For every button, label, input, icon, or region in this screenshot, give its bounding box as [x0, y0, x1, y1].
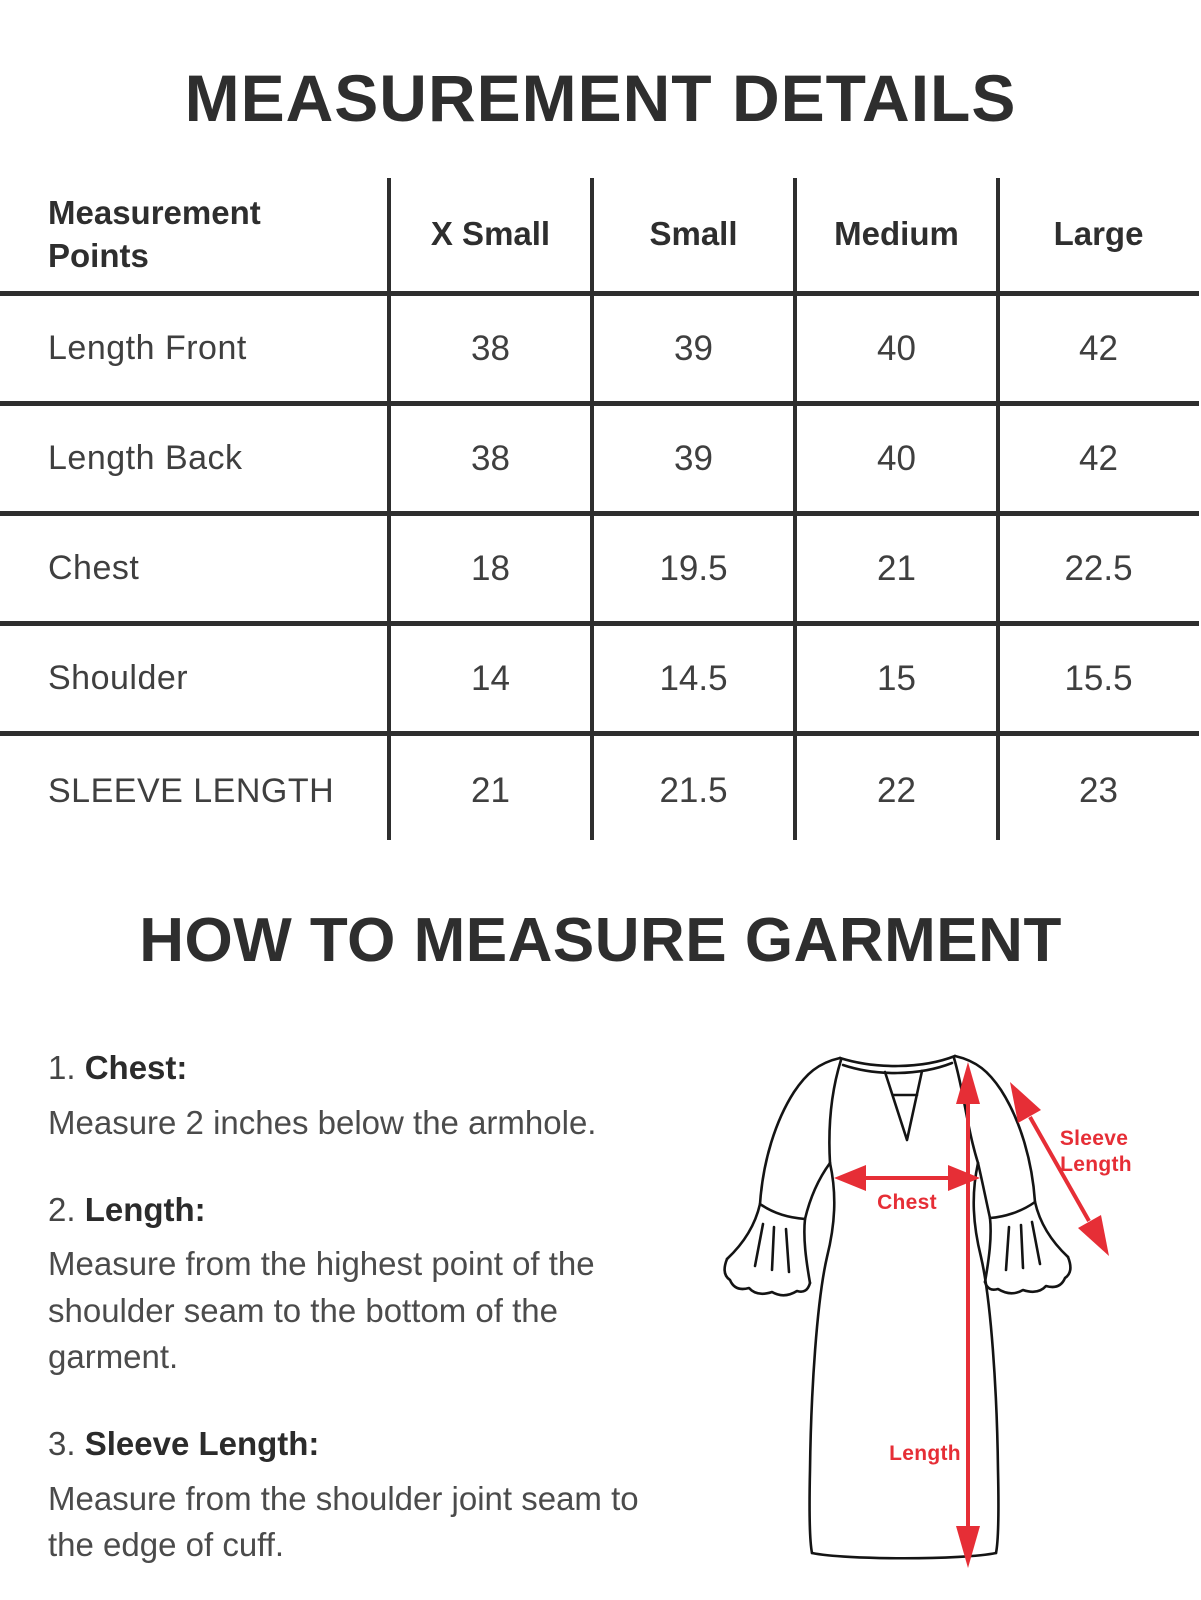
instruction-number: 2. [48, 1190, 76, 1228]
instruction-number: 3. [48, 1424, 76, 1462]
dress-outline [725, 1056, 1071, 1558]
header-cell-small: Small [649, 215, 738, 253]
row-value: 14 [471, 658, 510, 698]
how-to-measure-title: HOW TO MEASURE GARMENT [139, 906, 1062, 975]
instruction-item [48, 1424, 688, 1568]
row-value: 42 [1079, 328, 1118, 368]
row-value: 19.5 [659, 548, 728, 588]
instruction-text: Measure 2 inches below the armhole. [48, 1103, 597, 1141]
table-column-divider [387, 178, 391, 840]
row-value: 39 [674, 438, 713, 478]
instruction-text: Measure from the highest point of the shoulder seam to the bottom of the garment. [48, 1245, 595, 1375]
row-label: Length Front [48, 329, 247, 367]
instruction-label: Sleeve Length: [84, 1424, 320, 1462]
garment-diagram-svg [660, 1000, 1201, 1600]
row-value: 15 [877, 658, 916, 698]
instructions-list [48, 1048, 688, 1568]
table-column-divider [590, 178, 594, 840]
row-label: Shoulder [48, 659, 189, 697]
chest-arrow [834, 1165, 980, 1191]
header-cell-large: Large [1053, 215, 1144, 253]
length-arrow [956, 1062, 980, 1568]
row-label: SLEEVE LENGTH [48, 771, 335, 810]
row-value: 18 [471, 548, 510, 588]
length-label: Length [889, 1442, 961, 1465]
row-value: 22 [877, 771, 916, 810]
sleeve-length-label-line2: Length [1060, 1153, 1132, 1176]
row-value: 21.5 [659, 771, 728, 810]
row-value: 40 [877, 328, 916, 368]
table-row [0, 296, 1199, 406]
instruction-number: 1. [48, 1049, 76, 1086]
header-cell-medium: Medium [834, 215, 959, 253]
instruction-label: Chest: [84, 1049, 188, 1086]
instruction-label: Length: [84, 1190, 206, 1228]
table-row [0, 736, 1199, 846]
table-row [0, 626, 1199, 736]
chest-label: Chest [877, 1191, 937, 1214]
row-value: 40 [877, 438, 916, 478]
garment-diagram [660, 1000, 1201, 1600]
row-value: 39 [674, 328, 713, 368]
table-row [0, 406, 1199, 516]
size-chart-table [0, 178, 1199, 846]
instruction-item [48, 1190, 688, 1380]
row-value: 14.5 [659, 658, 728, 698]
table-header-row [0, 178, 1199, 296]
instruction-heading [48, 1048, 688, 1088]
instruction-text: Measure from the shoulder joint seam to the edge of cuff. [48, 1479, 639, 1563]
table-row [0, 516, 1199, 626]
header-cell-xsmall: X Small [430, 215, 551, 253]
instruction-heading [48, 1424, 688, 1464]
header-cell-measurement-points: Measurement Points [48, 193, 261, 274]
page-title: MEASUREMENT DETAILS [184, 61, 1017, 135]
row-value: 21 [471, 771, 510, 810]
instruction-item [48, 1048, 688, 1146]
row-label: Chest [48, 549, 140, 587]
row-value: 21 [877, 548, 916, 588]
sleeve-length-label-line1: Sleeve [1059, 1127, 1129, 1150]
table-column-divider [793, 178, 797, 840]
row-value: 15.5 [1064, 658, 1133, 698]
row-value: 22.5 [1064, 548, 1133, 588]
row-label: Length Back [48, 439, 243, 477]
row-value: 23 [1079, 771, 1118, 810]
row-value: 38 [471, 328, 510, 368]
instruction-heading [48, 1190, 688, 1230]
row-value: 42 [1079, 438, 1118, 478]
table-column-divider [996, 178, 1000, 840]
row-value: 38 [471, 438, 510, 478]
